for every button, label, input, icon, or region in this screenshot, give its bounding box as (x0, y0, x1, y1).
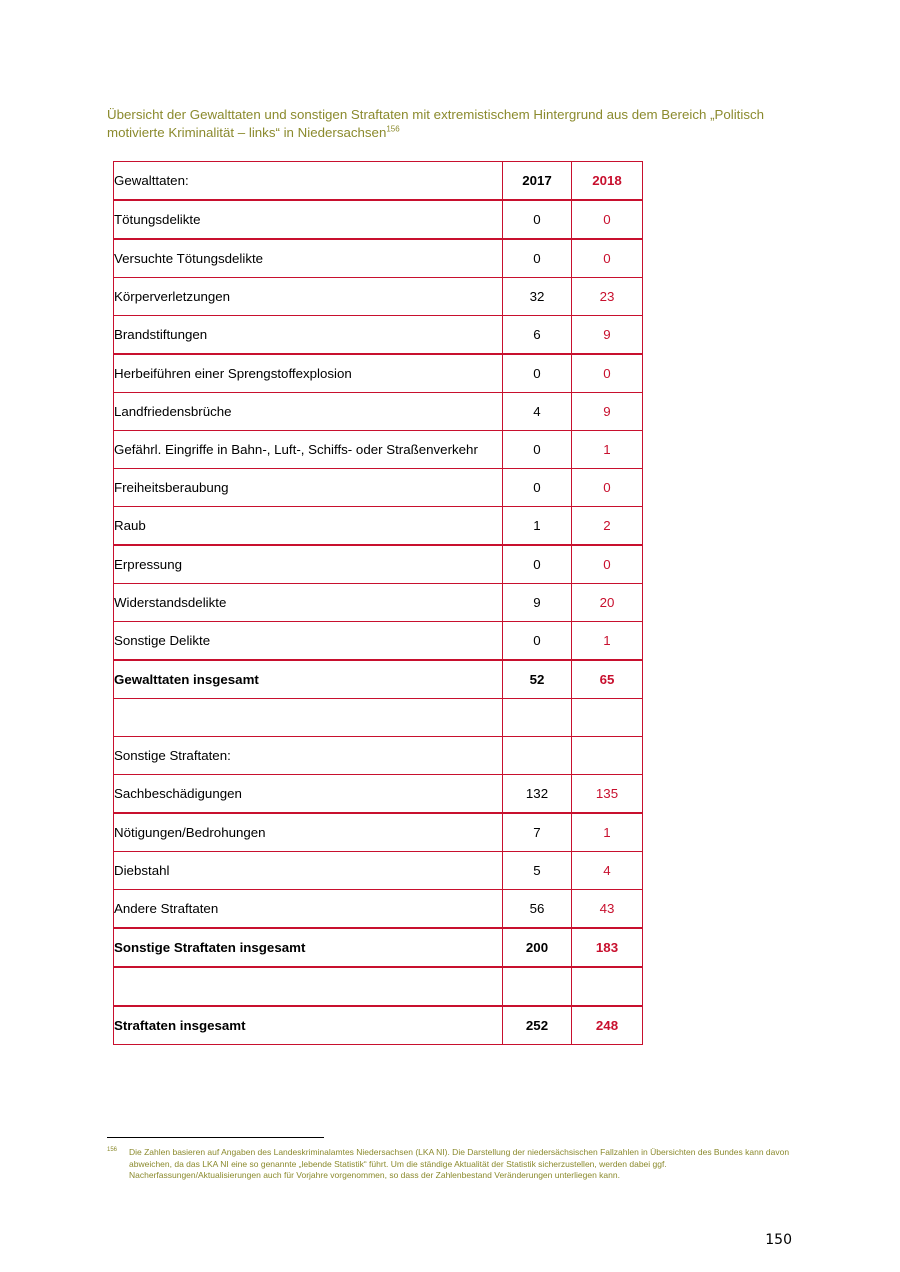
row-value-2017: 32 (503, 278, 572, 316)
table-empty-row (114, 967, 643, 1006)
row-value-2017: 0 (503, 354, 572, 393)
table-row (114, 278, 643, 316)
table-row (114, 431, 643, 469)
row-label: Straftaten insgesamt (114, 1006, 503, 1045)
row-value-2018 (572, 737, 643, 775)
row-label: Sonstige Straftaten: (114, 737, 503, 775)
caption-text: Übersicht der Gewalttaten und sonstigen Straftaten mit extremistischem Hintergrund aus dem Bereich „Politisch motivierte Kriminalität – links“ in Niedersachsen (107, 107, 765, 140)
row-label: Widerstandsdelikte (114, 584, 503, 622)
row-value-2017: 9 (503, 584, 572, 622)
row-value-2018: 4 (572, 852, 643, 890)
row-value-2018: 1 (572, 622, 643, 661)
table-row (114, 316, 643, 355)
row-label: Sonstige Delikte (114, 622, 503, 661)
row-value-2018: 2 (572, 507, 643, 546)
row-value-2018: 65 (572, 660, 643, 699)
table-grand-total-row (114, 1006, 643, 1045)
row-label: Nötigungen/Bedrohungen (114, 813, 503, 852)
row-label: Freiheitsberaubung (114, 469, 503, 507)
table-row (114, 775, 643, 814)
table-caption (107, 106, 797, 142)
row-value-2017 (503, 737, 572, 775)
row-label: Sachbeschädigungen (114, 775, 503, 814)
row-value-2018: 23 (572, 278, 643, 316)
row-value-2017: 0 (503, 239, 572, 278)
row-value-2018: 0 (572, 200, 643, 239)
footnote-text: Die Zahlen basieren auf Angaben des Landeskriminalamtes Niedersachsen (LKA NI). Die Darstellung der niedersächsischen Fallzahlen in Übersichten des Bundes kann davon abweichen, da das LKA NI eine so genannte „lebende Statistik“ führt. Um die ständige Aktualität der Statistik sicherzustellen, werden dabei ggf. Nacherfassungen/Aktualisierungen auch für Vorjahre vorgenommen, so dass der Zahlenbestand Veränderungen unterliegen kann. (129, 1147, 790, 1180)
row-value-2017: 6 (503, 316, 572, 355)
row-value-2018: 0 (572, 469, 643, 507)
header-label: Gewalttaten: (114, 162, 503, 201)
row-value-2018: 135 (572, 775, 643, 814)
footnote-number: 156 (107, 1147, 118, 1153)
crime-statistics-table (113, 161, 643, 1045)
row-value-2017: 0 (503, 622, 572, 661)
table-row (114, 507, 643, 546)
row-value-2017: 200 (503, 928, 572, 967)
table-row (114, 239, 643, 278)
row-label: Körperverletzungen (114, 278, 503, 316)
footnote-reference[interactable]: 156 (386, 124, 400, 134)
table-row (114, 469, 643, 507)
row-label: Diebstahl (114, 852, 503, 890)
row-value-2018: 9 (572, 316, 643, 355)
row-value-2017: 5 (503, 852, 572, 890)
row-value-2018: 0 (572, 239, 643, 278)
row-value-2018: 1 (572, 813, 643, 852)
table-row (114, 890, 643, 929)
table-row (114, 354, 643, 393)
row-value-2018: 9 (572, 393, 643, 431)
row-value-2017: 132 (503, 775, 572, 814)
row-label: Erpressung (114, 545, 503, 584)
row-label: Raub (114, 507, 503, 546)
row-value-2018: 20 (572, 584, 643, 622)
row-value-2018: 0 (572, 545, 643, 584)
row-label: Versuchte Tötungsdelikte (114, 239, 503, 278)
table-total-row (114, 928, 643, 967)
row-label (114, 699, 503, 737)
table-section-row (114, 737, 643, 775)
row-value-2017: 0 (503, 469, 572, 507)
row-value-2017: 4 (503, 393, 572, 431)
footnote (107, 1147, 793, 1182)
table-row (114, 545, 643, 584)
table-row (114, 852, 643, 890)
row-value-2017: 252 (503, 1006, 572, 1045)
row-value-2018: 0 (572, 354, 643, 393)
table-row (114, 813, 643, 852)
row-label: Gefährl. Eingriffe in Bahn-, Luft-, Schiffs- oder Straßenverkehr (114, 431, 503, 469)
table-empty-row (114, 699, 643, 737)
row-value-2018: 183 (572, 928, 643, 967)
row-value-2018: 248 (572, 1006, 643, 1045)
header-year-2017: 2017 (503, 162, 572, 201)
row-value-2017: 0 (503, 431, 572, 469)
table-row (114, 393, 643, 431)
table-row (114, 622, 643, 661)
row-value-2017 (503, 699, 572, 737)
row-value-2017: 0 (503, 200, 572, 239)
row-value-2018: 1 (572, 431, 643, 469)
table-row (114, 584, 643, 622)
row-label: Herbeiführen einer Sprengstoffexplosion (114, 354, 503, 393)
table-total-row (114, 660, 643, 699)
row-value-2017: 1 (503, 507, 572, 546)
row-value-2018 (572, 967, 643, 1006)
row-value-2017: 56 (503, 890, 572, 929)
row-value-2018: 43 (572, 890, 643, 929)
row-label: Landfriedensbrüche (114, 393, 503, 431)
row-value-2017: 52 (503, 660, 572, 699)
row-label: Gewalttaten insgesamt (114, 660, 503, 699)
row-value-2017 (503, 967, 572, 1006)
header-year-2018: 2018 (572, 162, 643, 201)
row-value-2018 (572, 699, 643, 737)
footnote-divider (107, 1137, 324, 1138)
row-value-2017: 7 (503, 813, 572, 852)
page-number: 150 (765, 1232, 792, 1248)
row-label: Sonstige Straftaten insgesamt (114, 928, 503, 967)
row-label: Andere Straftaten (114, 890, 503, 929)
table-header-row (114, 162, 643, 201)
row-value-2017: 0 (503, 545, 572, 584)
row-label (114, 967, 503, 1006)
row-label: Brandstiftungen (114, 316, 503, 355)
row-label: Tötungsdelikte (114, 200, 503, 239)
table-row (114, 200, 643, 239)
